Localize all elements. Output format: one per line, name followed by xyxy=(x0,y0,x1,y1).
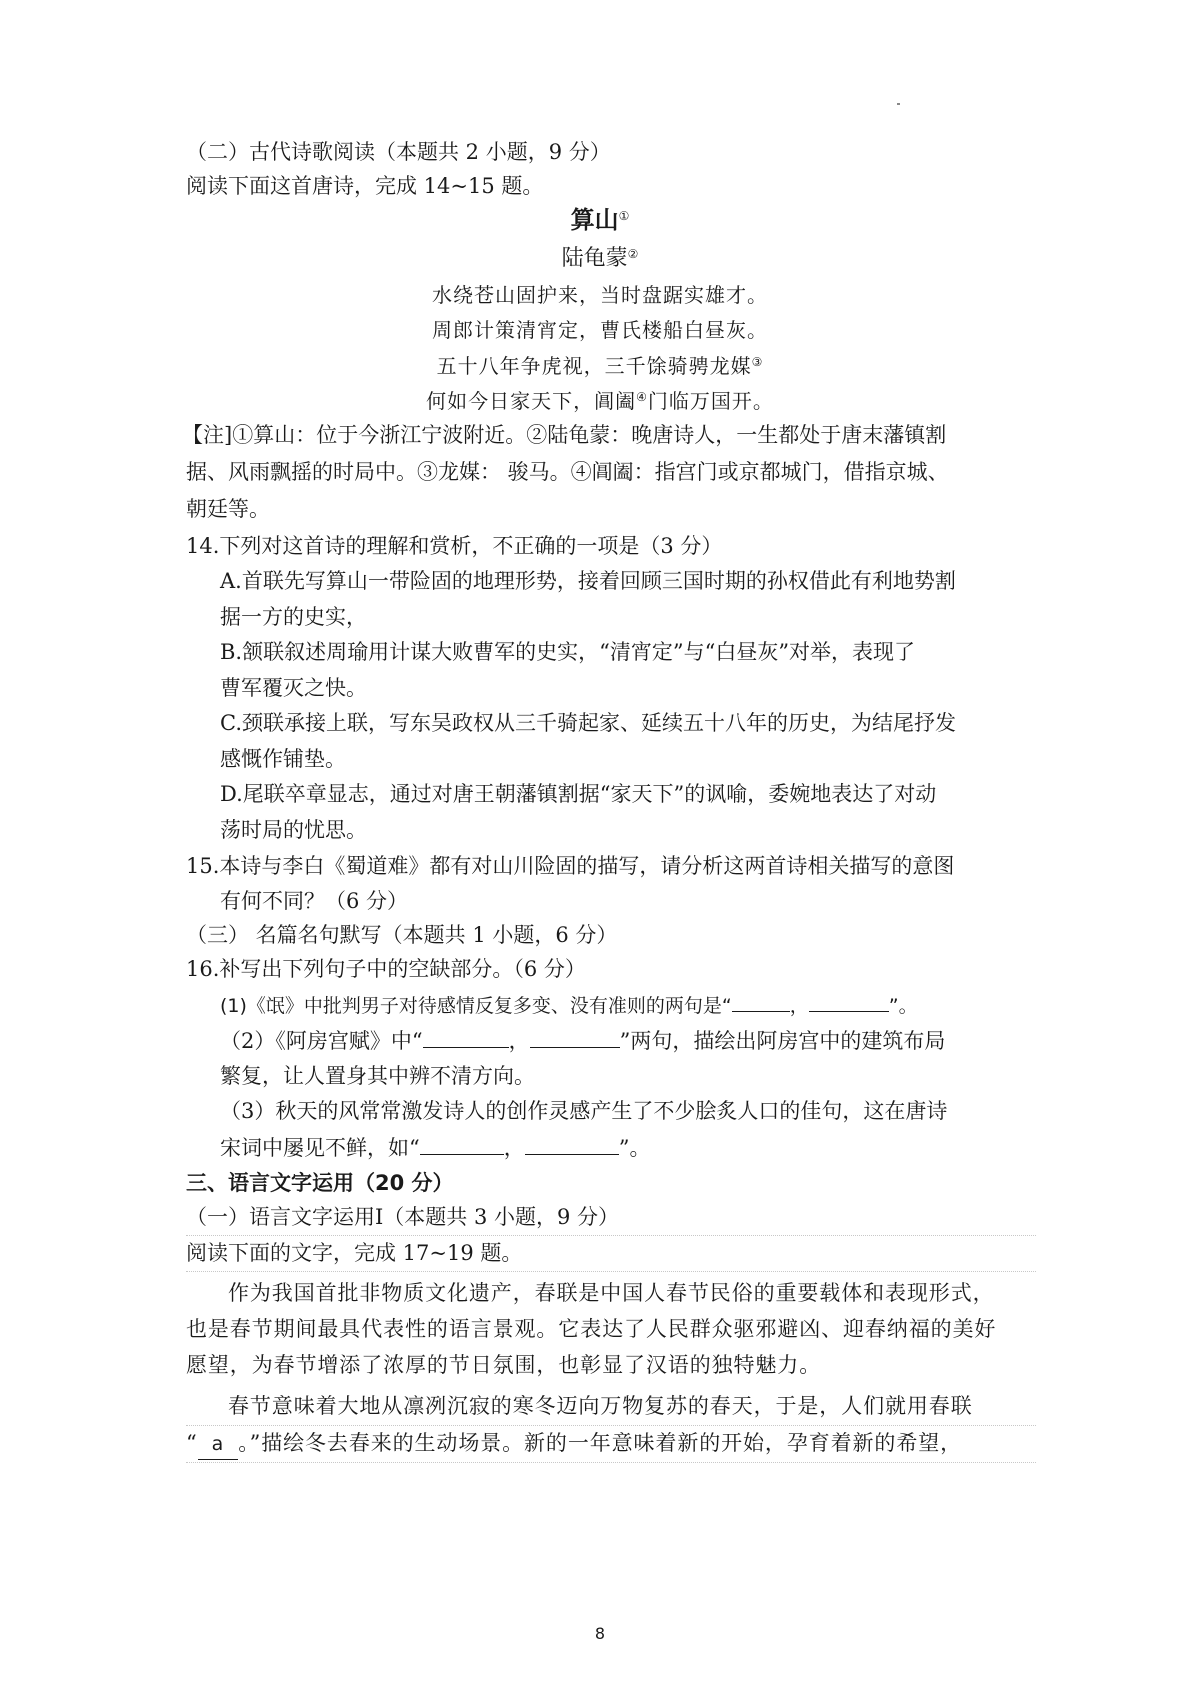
passage-blank-a[interactable]: a xyxy=(198,1429,239,1460)
answer-blank[interactable] xyxy=(525,1132,619,1155)
question-stem: 15.本诗与李白《蜀道难》都有对山川险固的描写，请分析这两首诗相关描写的意图 xyxy=(186,854,955,878)
poem-author-text: 陆龟蒙 xyxy=(561,246,628,271)
footnote-marker: ① xyxy=(618,209,630,223)
passage-line: 也是春节期间最具代表性的语言景观。它表达了人民群众驱邪避凶、迎春纳福的美好 xyxy=(186,1317,997,1341)
section-instruction: 阅读下面的文字，完成 17~19 题。 xyxy=(186,1241,523,1265)
option-b: B.颔联叙述周瑜用计谋大败曹军的史实，“清宵定”与“白昼灰”对举，表现了 xyxy=(220,640,916,664)
passage-line: 作为我国首批非物质文化遗产，春联是中国人春节民俗的重要载体和表现形式， xyxy=(228,1281,995,1305)
divider xyxy=(186,1462,1036,1463)
footnote-marker: ③ xyxy=(751,355,764,369)
fill-item-text: (1)《氓》中批判男子对待感情反复多变、没有准则的两句是“ xyxy=(220,995,732,1017)
passage-line: 春节意味着大地从凛冽沉寂的寒冬迈向万物复苏的春天，于是，人们就用春联 xyxy=(228,1394,973,1418)
option-c: C.颈联承接上联，写东吴政权从三千骑起家、延续五十八年的历史，为结尾抒发 xyxy=(220,711,956,735)
subsection-heading: （一）语言文字运用Ⅰ（本题共 3 小题，9 分） xyxy=(186,1205,620,1229)
divider xyxy=(186,1235,1036,1236)
annotation-line: 【注]①算山：位于今浙江宁波附近。②陆龟蒙：晚唐诗人，一生都处于唐末藩镇割 xyxy=(182,423,947,447)
passage-text: “ xyxy=(186,1431,198,1455)
fill-item-text: （2）《阿房宫赋》中“ xyxy=(220,1029,423,1053)
passage-text: 。”描绘冬去春来的生动场景。新的一年意味着新的开始，孕育着新的希望， xyxy=(238,1431,963,1455)
option-d: D.尾联卒章显志，通过对唐王朝藩镇割据“家天下”的讽喻，委婉地表达了对动 xyxy=(220,782,937,806)
fill-punct: ”。 xyxy=(618,1136,651,1160)
passage-line xyxy=(186,1428,962,1460)
poem-line xyxy=(0,351,1200,381)
question-stem: 16.补写出下列句子中的空缺部分。（6 分） xyxy=(186,957,586,981)
fill-item-3: （3）秋天的风常常激发诗人的创作灵感产生了不少脍炙人口的佳句，这在唐诗 xyxy=(220,1099,948,1123)
answer-blank[interactable] xyxy=(809,989,889,1012)
fill-punct: ”。 xyxy=(888,995,918,1017)
poem-title-text: 算山 xyxy=(570,206,619,234)
section-instruction: 阅读下面这首唐诗，完成 14~15 题。 xyxy=(186,174,544,198)
passage-line: 愿望，为春节增添了浓厚的节日氛围，也彰显了汉语的独特魅力。 xyxy=(186,1353,822,1377)
option-a: A.首联先写算山一带险固的地理形势，接着回顾三国时期的孙权借此有利地势割 xyxy=(220,569,956,593)
poem-author xyxy=(0,243,1200,274)
poem-line-text: 何如今日家天下，阊阖 xyxy=(426,389,637,413)
annotation-line: 据、风雨飘摇的时局中。③龙媒： 骏马。④阊阖：指宫门或京都城门，借指京城、 xyxy=(186,460,949,484)
question-stem: 14.下列对这首诗的理解和赏析，不正确的一项是（3 分） xyxy=(186,534,723,558)
footnote-marker: ② xyxy=(627,247,639,261)
option-c-cont: 感慨作铺垫。 xyxy=(220,747,346,771)
fill-item-2 xyxy=(220,1025,945,1056)
answer-blank[interactable] xyxy=(732,989,790,1012)
part-heading: 三、语言文字运用（20 分） xyxy=(186,1171,454,1195)
poem-line: 周郎计策清宵定，曹氏楼船白昼灰。 xyxy=(432,318,768,342)
answer-blank[interactable] xyxy=(420,1132,504,1155)
scan-speck xyxy=(897,103,900,105)
question-stem-cont: 有何不同？（6 分） xyxy=(220,889,409,913)
poem-line-text: 五十八年争虎视，三千馀骑骋龙媒 xyxy=(436,354,752,378)
poem-line: 水绕苍山固护来，当时盘踞实雄才。 xyxy=(432,283,768,307)
divider xyxy=(186,1271,1036,1272)
footnote-marker: ④ xyxy=(636,390,648,404)
answer-blank[interactable] xyxy=(530,1025,620,1048)
option-d-cont: 荡时局的忧思。 xyxy=(220,818,367,842)
page-number: 8 xyxy=(594,1624,606,1643)
poem-line xyxy=(0,386,1200,416)
option-a-cont: 据一方的史实， xyxy=(220,605,367,629)
poem-title xyxy=(0,205,1200,236)
fill-item-3-cont xyxy=(220,1132,651,1163)
divider xyxy=(186,1425,1036,1426)
answer-blank[interactable] xyxy=(423,1025,509,1048)
fill-item-2-cont: 繁复，让人置身其中辨不清方向。 xyxy=(220,1064,535,1088)
section-heading: （三） 名篇名句默写（本题共 1 小题，6 分） xyxy=(186,923,618,947)
fill-punct: ， xyxy=(503,1136,525,1160)
fill-item-1 xyxy=(220,989,918,1021)
section-heading: （二）古代诗歌阅读（本题共 2 小题，9 分） xyxy=(186,140,611,164)
fill-punct: ， xyxy=(508,1029,530,1053)
annotation-line: 朝廷等。 xyxy=(186,497,270,521)
fill-item-text: 宋词中屡见不鲜，如“ xyxy=(220,1136,420,1160)
fill-item-text: ”两句，描绘出阿房宫中的建筑布局 xyxy=(619,1029,946,1053)
poem-line-text: 门临万国开。 xyxy=(647,389,774,413)
option-b-cont: 曹军覆灭之快。 xyxy=(220,676,367,700)
fill-punct: ， xyxy=(789,995,809,1017)
